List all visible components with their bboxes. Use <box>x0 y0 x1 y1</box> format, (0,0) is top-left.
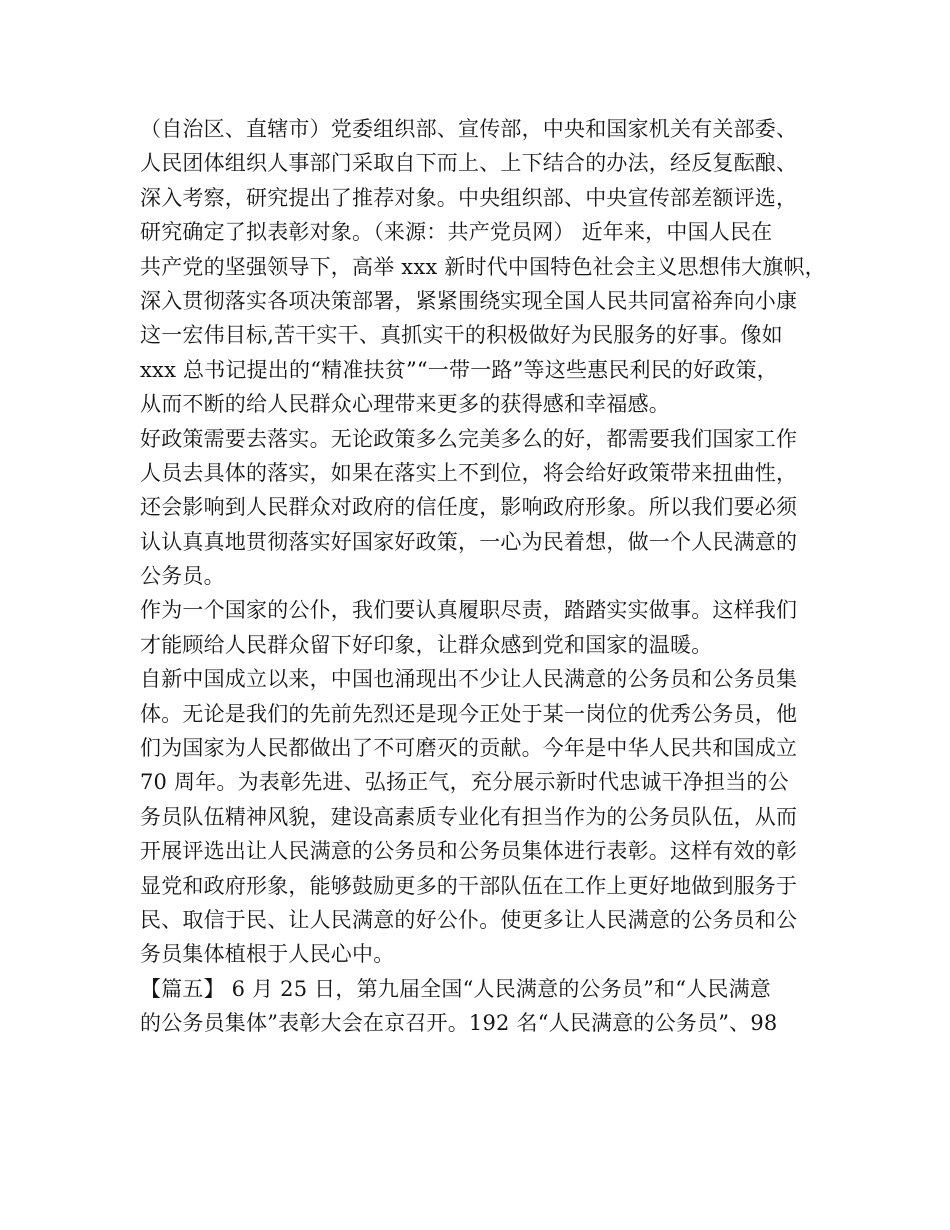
text-line: 研究确定了拟表彰对象。（来源：共产党员网） 近年来，中国人民在 <box>140 220 773 245</box>
text-line: 深入贯彻落实各项决策部署，紧紧围绕实现全国人民共同富裕奔向小康 <box>140 288 798 313</box>
text-line: 体。无论是我们的先前先烈还是现今正处于某一岗位的优秀公务员，他 <box>140 701 798 726</box>
text-line: 深入考察，研究提出了推荐对象。中央组织部、中央宣传部差额评选， <box>140 185 798 210</box>
text-line: 人员去具体的落实，如果在落实上不到位，将会给好政策带来扭曲性， <box>140 460 798 485</box>
text-line: 自新中国成立以来，中国也涌现出不少让人民满意的公务员和公务员集 <box>140 667 798 692</box>
text-line: 认认真真地贯彻落实好国家好政策，一心为民着想，做一个人民满意的 <box>140 529 798 554</box>
text-line: 还会影响到人民群众对政府的信任度，影响政府形象。所以我们要必须 <box>140 495 798 520</box>
text-line: 开展评选出让人民满意的公务员和公务员集体进行表彰。这样有效的彰 <box>140 839 798 864</box>
text-line: 作为一个国家的公仆，我们要认真履职尽责，踏踏实实做事。这样我们 <box>140 598 798 623</box>
text-line: 共产党的坚强领导下，高举 xxx 新时代中国特色社会主义思想伟大旗帜， <box>140 254 826 279</box>
text-line: 民、取信于民、让人民满意的好公仆。使更多让人民满意的公务员和公 <box>140 907 798 932</box>
text-line: xxx 总书记提出的“精准扶贫”“一带一路”等这些惠民利民的好政策， <box>140 357 778 382</box>
text-line: 70 周年。为表彰先进、弘扬正气，充分展示新时代忠诚干净担当的公 <box>140 770 789 795</box>
document-body <box>140 112 830 1041</box>
text-line: 这一宏伟目标,苦干实干、真抓实干的积极做好为民服务的好事。像如 <box>140 323 783 348</box>
text-line: 务员队伍精神风貌，建设高素质专业化有担当作为的公务员队伍，从而 <box>140 804 798 829</box>
text-line: 才能顾给人民群众留下好印象，让群众感到党和国家的温暖。 <box>140 632 713 657</box>
text-line: 们为国家为人民都做出了不可磨灭的贡献。今年是中华人民共和国成立 <box>140 736 798 761</box>
text-line: 好政策需要去落实。无论政策多么完美多么的好，都需要我们国家工作 <box>140 426 798 451</box>
text-line: 显党和政府形象，能够鼓励更多的干部队伍在工作上更好地做到服务于 <box>140 873 798 898</box>
text-line: 从而不断的给人民群众心理带来更多的获得感和幸福感。 <box>140 392 670 417</box>
text-line: 公务员。 <box>140 564 225 589</box>
text-line: 【篇五】 6 月 25 日，第九届全国“人民满意的公务员”和“人民满意 <box>140 976 771 1001</box>
text-line: 务员集体植根于人民心中。 <box>140 942 395 967</box>
text-line: 人民团体组织人事部门采取自下而上、上下结合的办法，经反复酝酿、 <box>140 151 798 176</box>
text-line: 的公务员集体”表彰大会在京召开。192 名“人民满意的公务员”、98 <box>140 1011 778 1036</box>
text-line: （自治区、直辖市）党委组织部、宣传部，中央和国家机关有关部委、 <box>140 117 798 141</box>
